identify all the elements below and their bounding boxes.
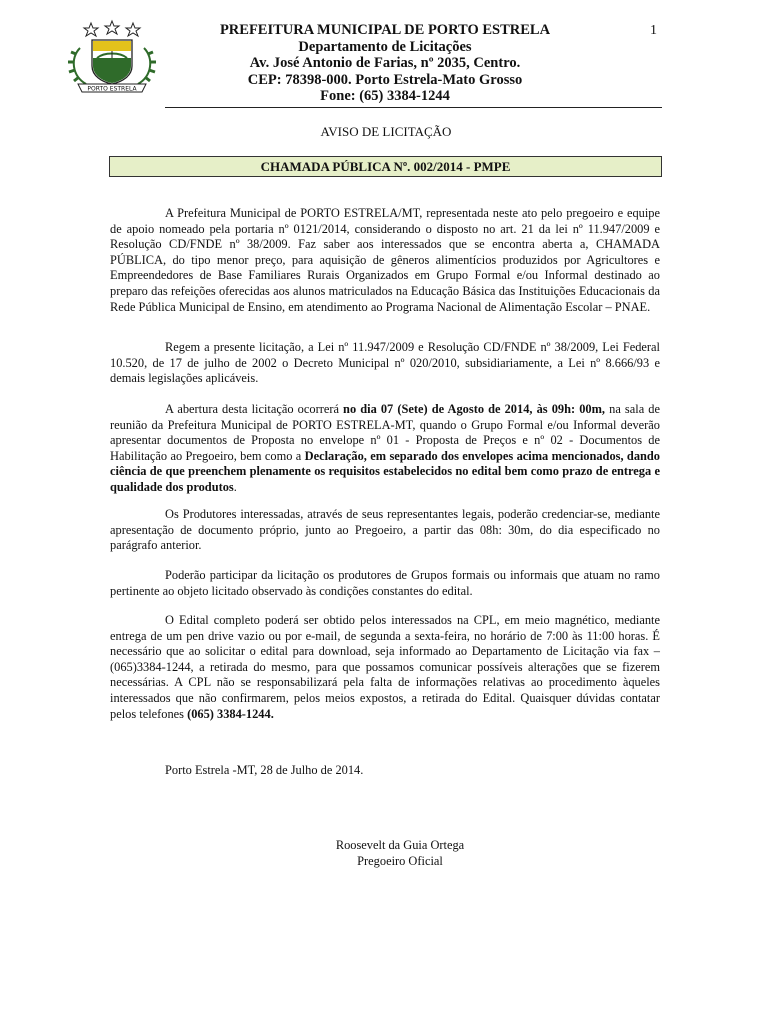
contact-phone-bold: (065) 3384-1244. (187, 706, 274, 721)
page-number: 1 (650, 23, 657, 38)
signature-block (300, 838, 500, 869)
letterhead-department: Departamento de Licitações (298, 38, 472, 55)
paragraph-text (110, 613, 660, 722)
letterhead (165, 22, 605, 105)
text-run: A abertura desta licitação ocorrerá (165, 402, 344, 416)
paragraph-opening (110, 402, 660, 496)
signer-role: Pregoeiro Oficial (357, 853, 443, 868)
letterhead-phone: Fone: (65) 3384-1244 (320, 88, 450, 105)
crest-ribbon-text: PORTO ESTRELA (87, 85, 137, 93)
star-icon (84, 23, 98, 36)
header-divider (165, 107, 662, 108)
star-icon (105, 21, 119, 34)
text-run: na sala de reunião da Prefeitura Municipal de PORTO ESTRELA-MT, quando o Grupo Formal e/ou Informal deverão apresentar documentos de Proposta no envelope nº 01 - Proposta de Preços e nº 02 - Documentos de Habilitação ao Pregoeiro, bem como a (110, 402, 660, 463)
paragraph-text: Os Produtores interessadas, através de seus representantes legais, poderão credenciar-se, mediante apresentação de documento próprio, junto ao Pregoeiro, a partir das 08h: 30m, do dia especificado no parágrafo anterior. (110, 507, 660, 553)
text-run: . (233, 479, 237, 494)
paragraph-text (110, 402, 660, 496)
letterhead-title: PREFEITURA MUNICIPAL DE PORTO ESTRELA (219, 22, 551, 38)
paragraph-legislation (110, 340, 660, 387)
text-run: O Edital completo poderá ser obtido pelos interessados na CPL, em meio magnético, mediante entrega de um pen drive vazio ou por e-mail, de segunda a sexta-feira, no horário de 7:00 às 11:00 horas. É necessário que ao solicitar o edital para download, seja informado ao Departamento de Licitação via fax – (065)3384-1244, a retirada do mesmo, para que possamos comunicar possíveis alterações que se fizerem necessárias. A CPL não se responsabilizará pela falta de informações relativas ao procedimento àqueles interessados que não confirmarem, pelos meios expostos, a retirada do Edital. Quaisquer dúvidas contatar pelos telefones (110, 613, 660, 721)
paragraph-credentials (110, 507, 660, 554)
paragraph-edital (110, 613, 660, 722)
paragraph-text: A Prefeitura Municipal de PORTO ESTRELA/MT, representada neste ato pelo pregoeiro e equipe de apoio nomeado pela portaria nº 0121/2014, considerando o disposto no art. 21 da lei nº 11.947/2009 e Resolução CD/FNDE nº 38/2009. Faz saber aos interessados que se encontra aberta a, CHAMADA PÚBLICA, do tipo menor preço, para aquisição de gêneros alimentícios produzidos por Agricultores e Empreendedores de Base Familiares Rurais Organizados em Grupo Formal e/ou Informal destinado ao preparo das refeições oferecidas aos alunos matriculados na Educação Básica das Instituições Educacionais da Rede Pública Municipal de Ensino, em atendimento ao Programa Nacional de Alimentação Escolar – PNAE. (110, 206, 660, 314)
star-icon (126, 23, 140, 36)
letterhead-address: Av. José Antonio de Farias, nº 2035, Centro. (249, 55, 521, 72)
municipal-crest-logo (64, 18, 160, 96)
paragraph-text: Poderão participar da licitação os produtores de Grupos formais ou informais que atuam no ramo pertinente ao objeto licitado observado às condições constantes do edital. (110, 568, 660, 598)
paragraph-participation (110, 568, 660, 599)
notice-banner: CHAMADA PÚBLICA Nº. 002/2014 - PMPE (109, 156, 662, 177)
declaration-bold: Declaração, em separado dos envelopes acima mencionados, dando ciência de que preenchem plenamente os requisitos estabelecidos no edital bem como prazo de entrega e qualidade dos produtos (110, 448, 660, 494)
notice-title: AVISO DE LICITAÇÃO (320, 124, 452, 139)
opening-date-bold: no dia 07 (Sete) de Agosto de 2014, às 09h: 00m, (343, 402, 606, 416)
paragraph-intro (110, 206, 660, 315)
place-and-date: Porto Estrela -MT, 28 de Julho de 2014. (165, 763, 364, 777)
letterhead-postal-code: CEP: 78398-000. Porto Estrela-Mato Grosso (247, 71, 523, 88)
signer-name: Roosevelt da Guia Ortega (335, 838, 465, 852)
paragraph-text: Regem a presente licitação, a Lei nº 11.947/2009 e Resolução CD/FNDE nº 38/2009, Lei Federal 10.520, de 17 de julho de 2002 o Decreto Municipal nº 020/2010, subsidiariamente, a Lei nº 8.666/93 e demais legislações aplicáveis. (110, 340, 660, 386)
